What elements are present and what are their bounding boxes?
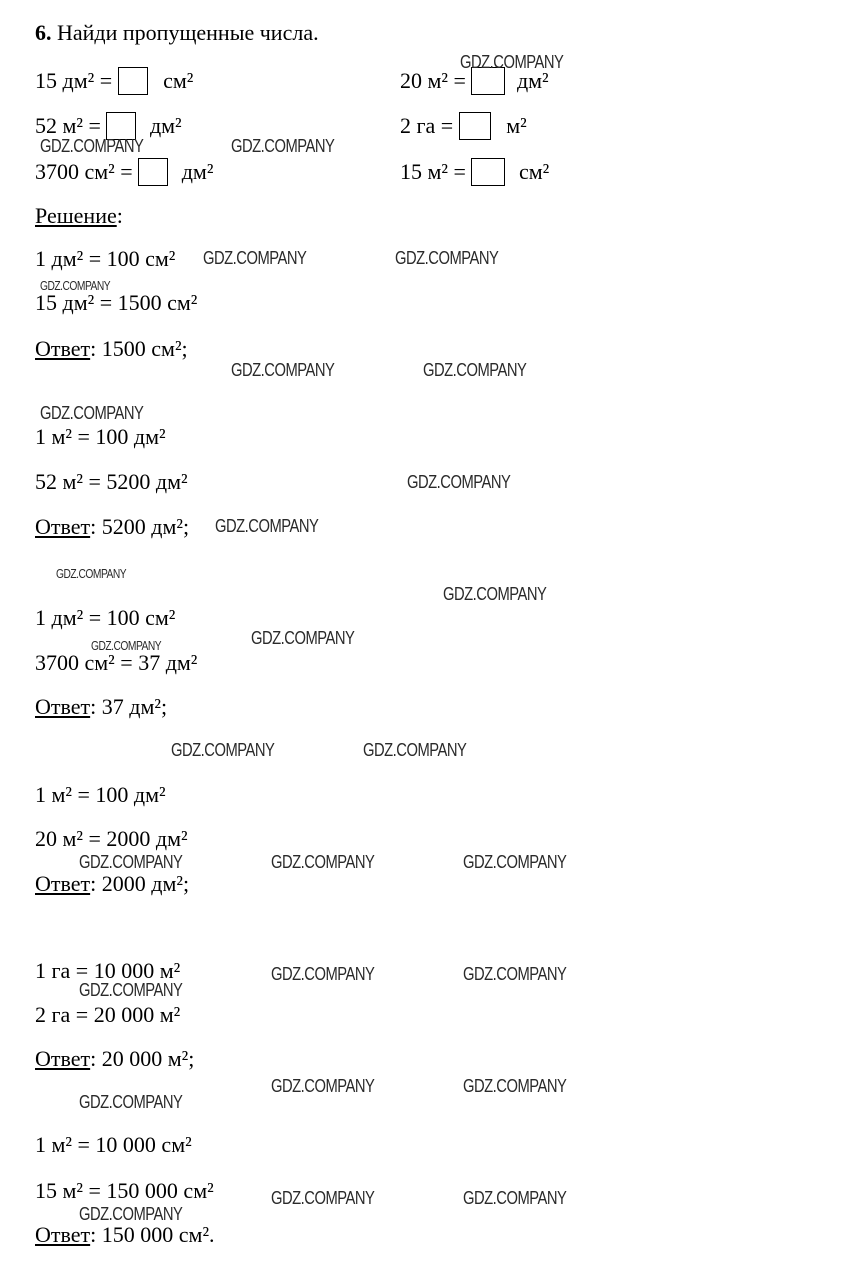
answer-label: Ответ	[35, 694, 91, 719]
solution-heading-colon: :	[116, 203, 123, 228]
solution-2-step1: 1 м² = 100 дм²	[35, 424, 166, 449]
problem-1	[35, 67, 193, 95]
answer-value: : 20 000 м²;	[90, 1046, 195, 1071]
problem-unit: дм²	[516, 68, 549, 93]
watermark: GDZ.COMPANY	[79, 1092, 183, 1112]
answer-box[interactable]	[459, 112, 491, 140]
problem-left: 2 га =	[400, 113, 454, 138]
solution-1-step2: 15 дм² = 1500 см²	[35, 290, 198, 315]
watermark: GDZ.COMPANY	[463, 1076, 567, 1096]
watermark: GDZ.COMPANY	[463, 1188, 567, 1208]
solution-4-step2: 20 м² = 2000 дм²	[35, 826, 188, 851]
answer-label: Ответ	[35, 1222, 91, 1247]
answer-label: Ответ	[35, 1046, 91, 1071]
problem-left: 20 м² =	[400, 68, 466, 93]
watermark: GDZ.COMPANY	[79, 1204, 183, 1224]
solution-6-step2: 15 м² = 150 000 см²	[35, 1178, 214, 1203]
watermark: GDZ.COMPANY	[395, 248, 499, 268]
watermark: GDZ.COMPANY	[91, 639, 162, 653]
problem-unit: см²	[163, 68, 194, 93]
solution-4-answer	[35, 871, 189, 897]
watermark: GDZ.COMPANY	[271, 1188, 375, 1208]
watermark: GDZ.COMPANY	[56, 567, 127, 581]
solution-2-step2: 52 м² = 5200 дм²	[35, 469, 188, 494]
answer-box[interactable]	[138, 158, 168, 186]
problem-unit: дм²	[181, 159, 214, 184]
solution-2-answer	[35, 514, 189, 540]
problem-left: 15 дм² =	[35, 68, 113, 93]
answer-value: : 5200 дм²;	[90, 514, 190, 539]
watermark: GDZ.COMPANY	[271, 852, 375, 872]
answer-value: : 2000 дм²;	[90, 871, 190, 896]
problem-left: 3700 см² =	[35, 159, 133, 184]
solution-6-step1: 1 м² = 10 000 см²	[35, 1132, 192, 1157]
problem-left: 15 м² =	[400, 159, 466, 184]
problem-5	[35, 158, 213, 186]
problem-4	[400, 112, 527, 140]
watermark: GDZ.COMPANY	[363, 740, 467, 760]
answer-box[interactable]	[471, 158, 505, 186]
watermark: GDZ.COMPANY	[171, 740, 275, 760]
watermark: GDZ.COMPANY	[460, 52, 564, 72]
watermark: GDZ.COMPANY	[251, 628, 355, 648]
watermark: GDZ.COMPANY	[423, 360, 527, 380]
watermark: GDZ.COMPANY	[407, 472, 511, 492]
watermark: GDZ.COMPANY	[203, 248, 307, 268]
watermark: GDZ.COMPANY	[40, 279, 111, 293]
problem-6	[400, 158, 549, 186]
problem-left: 52 м² =	[35, 113, 101, 138]
answer-label: Ответ	[35, 871, 91, 896]
solution-6-answer	[35, 1222, 215, 1248]
task-number: 6.	[35, 20, 52, 45]
problem-unit: дм²	[149, 113, 182, 138]
solution-5-step2: 2 га = 20 000 м²	[35, 1002, 181, 1027]
solution-5-answer	[35, 1046, 194, 1072]
watermark: GDZ.COMPANY	[443, 584, 547, 604]
answer-value: : 37 дм²;	[90, 694, 168, 719]
problem-unit: м²	[506, 113, 527, 138]
answer-box[interactable]	[118, 67, 148, 95]
problem-unit: см²	[518, 159, 550, 184]
solution-3-step2: 3700 см² = 37 дм²	[35, 650, 198, 675]
solution-heading	[35, 203, 123, 229]
watermark: GDZ.COMPANY	[463, 852, 567, 872]
watermark: GDZ.COMPANY	[271, 1076, 375, 1096]
watermark: GDZ.COMPANY	[463, 964, 567, 984]
answer-value: : 1500 см²;	[90, 336, 188, 361]
task-title: Найди пропущенные числа.	[57, 20, 319, 45]
answer-value: : 150 000 см².	[90, 1222, 215, 1247]
watermark: GDZ.COMPANY	[79, 852, 183, 872]
solution-3-step1: 1 дм² = 100 см²	[35, 605, 176, 630]
watermark: GDZ.COMPANY	[271, 964, 375, 984]
solution-heading-text: Решение	[35, 203, 117, 228]
answer-label: Ответ	[35, 514, 91, 539]
task-header	[35, 20, 319, 46]
watermark: GDZ.COMPANY	[40, 136, 144, 156]
solution-1-answer	[35, 336, 188, 362]
solution-4-step1: 1 м² = 100 дм²	[35, 782, 166, 807]
answer-label: Ответ	[35, 336, 91, 361]
solution-1-step1: 1 дм² = 100 см²	[35, 246, 176, 271]
watermark: GDZ.COMPANY	[231, 136, 335, 156]
solution-5-step1: 1 га = 10 000 м²	[35, 958, 181, 983]
watermark: GDZ.COMPANY	[215, 516, 319, 536]
solution-3-answer	[35, 694, 167, 720]
watermark: GDZ.COMPANY	[79, 980, 183, 1000]
watermark: GDZ.COMPANY	[231, 360, 335, 380]
watermark: GDZ.COMPANY	[40, 403, 144, 423]
